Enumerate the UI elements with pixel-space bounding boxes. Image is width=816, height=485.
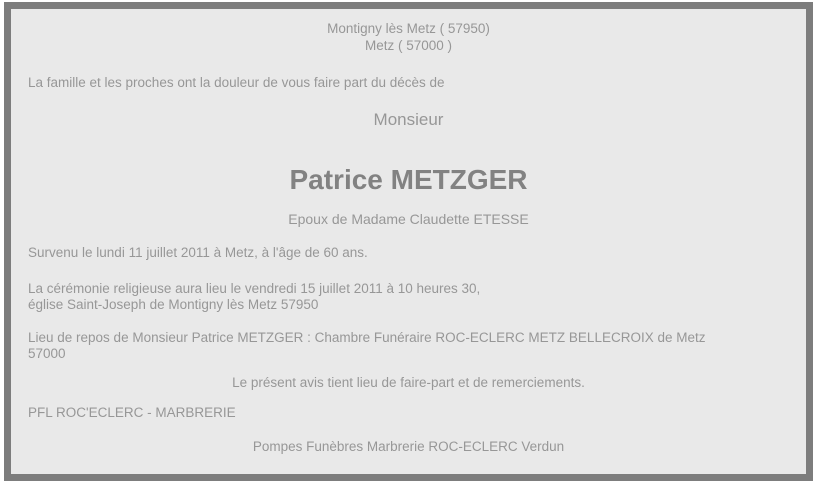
intro-text: La famille et les proches ont la douleur de vous faire part du décès de [28,75,445,90]
death-notice-card [4,2,813,481]
location-line-1: Montigny lès Metz ( 57950) [327,21,490,36]
repose-info [28,330,789,362]
ceremony-info [28,281,789,313]
footer-text: Pompes Funèbres Marbrerie ROC-ECLERC Verdun [252,439,565,454]
civility-text: Monsieur [373,110,444,129]
repose-line-1: Lieu de repos de Monsieur Patrice METZGER : Chambre Funéraire ROC-ECLERC METZ BELLECROIX de Metz [28,330,706,345]
closing-text: Le présent avis tient lieu de faire-part et de remerciements. [232,375,585,390]
ceremony-line-2: église Saint-Joseph de Montigny lès Metz 57950 [28,297,319,312]
repose-line-2: 57000 [28,346,66,361]
ceremony-line-1: La cérémonie religieuse aura lieu le vendredi 15 juillet 2011 à 10 heures 30, [28,281,481,296]
location-header [28,20,789,54]
location-line-2: Metz ( 57000 ) [364,38,453,53]
spouse-text: Epoux de Madame Claudette ETESSE [288,211,529,227]
deceased-name: Patrice METZGER [289,164,528,195]
death-info-text: Survenu le lundi 11 juillet 2011 à Metz, à l'âge de 60 ans. [28,245,368,260]
funeral-company-text: PFL ROC'ECLERC - MARBRERIE [28,405,236,420]
